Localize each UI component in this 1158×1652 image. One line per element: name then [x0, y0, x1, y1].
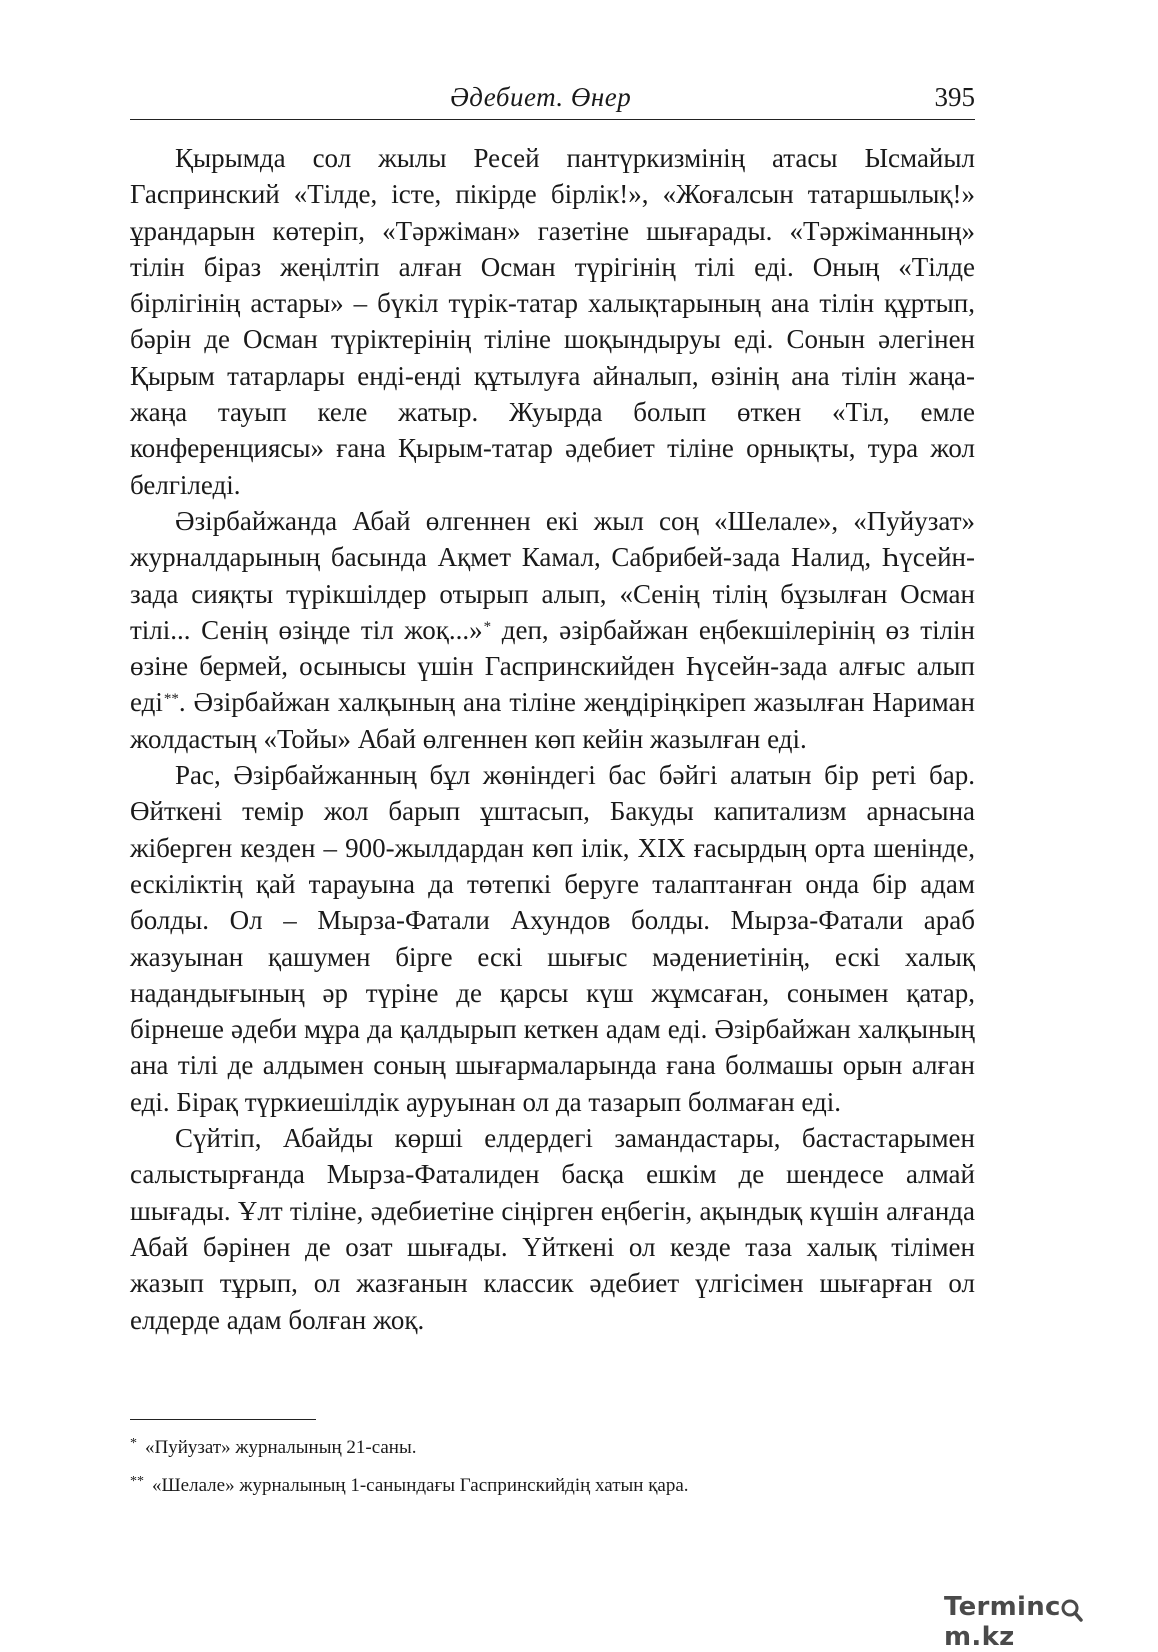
paragraph-text: Рас, Әзірбайжанның бұл жөніндегі бас бәйгі алатын бір реті бар. Өйткені темір жол барып ұштасып, Бакуды капитализм арнасына жіберген кезден – 900-жылдардан көп ілік, XIX ғасырдың орта шенінде, ескіліктің қай тарауына да төтепкі беруге талаптанған онда бір адам болды. Ол – Мырза-Фатали Ахундов болды. Мырза-Фатали араб жазуынан қашумен бірге ескі шығыс мәдениетінің, ескі халық надандығының әр түріне де қарсы күш жұмсаған, сонымен қатар, бірнеше әдеби мұра да қалдырып кеткен адам еді. Әзірбайжан халқының ана тілі де алдымен соның шығармаларында ғана болмашы орын алған еді. Бірақ түркиешілдік ауруынан ол да тазарып болмаған еді. [130, 760, 975, 1117]
paragraph-4 [130, 1120, 975, 1338]
footnote-text: «Шелале» журналының 1-санындағы Гаспринскийдің хатын қара. [152, 1475, 689, 1496]
magnifier-icon [1060, 1598, 1084, 1624]
footnotes [130, 1436, 975, 1512]
paragraph-text: Сүйтіп, Абайды көрші елдердегі замандастары, бастастарымен салыстырғанда Мырза-Фаталиден басқа ешкім де шендесе алмай шығады. Ұлт тіліне, әдебиетіне сіңірген еңбегін, ақындық күшін алғанда Абай бәрінен де озат шығады. Үйткені ол кезде таза халық тілімен жазып тұрып, ол жазғанын классик әдебиет үлгісімен шығарған ол елдерде адам болған жоқ. [130, 1123, 975, 1335]
footnote-mark: * [130, 1436, 137, 1451]
paragraph-text: Қырымда сол жылы Ресей пантүркизмінің атасы Ысмайыл Гаспринский «Тілде, істе, пікірде бірлік!», «Жоғалсын татаршылық!» ұрандарын көтеріп, «Тәржіман» газетіне шығарады. «Тәржіманның» тілін біраз жеңілтіп алған Осман түрігінің тілі еді. Оның «Тілде бірлігінің астары» – бүкіл түрік-татар халықтарының ана тілін құртып, бәрін де Осман түріктерінің тіліне шоқындыруы еді. Сонын әлегінен Қырым татарлары енді-енді құтылуға айналып, өзінің ана тілін жаңа-жаңа тауып келе жатыр. Жуырда болып өткен «Тіл, емле конференциясы» ғана Қырым-татар әдебиет тіліне орнықты, тура жол белгіледі. [130, 143, 975, 500]
paragraph-1 [130, 140, 975, 503]
page-number: 395 [934, 82, 975, 112]
watermark-text-left: Terminc [944, 1592, 1061, 1622]
paragraph-text: деп, әзірбайжан еңбекшілерінің өз тілін өзіне бермей, осынысы үшін Гаспринскийден Һүсейн-зада алғыс алып еді [130, 614, 975, 718]
watermark-text-right: m.kz [944, 1622, 1015, 1652]
footnote-2 [130, 1474, 975, 1498]
footnote-text: «Пуйузат» журналының 21-саны. [145, 1437, 417, 1458]
footnote-1 [130, 1436, 975, 1460]
section-title: Әдебиет. Өнер [450, 82, 632, 112]
header-rule [130, 119, 975, 120]
paragraph-text: Әзірбайжанда Абай өлгеннен екі жыл соң «Шелале», «Пуйузат» журналдарының басында Ақмет Камал, Сабрибей-зада Налид, Һүсейн-зада сияқты түрікшілдер отырып алып, «Сенің тілің бұзылған Осман тілі... Сенің өзіңде тіл жоқ...» [130, 505, 975, 645]
footnote-mark: ** [130, 1474, 144, 1489]
running-head [130, 82, 975, 122]
footnote-reference: * [483, 618, 492, 635]
footnote-reference: ** [163, 691, 179, 708]
watermark-logo [944, 1592, 1144, 1652]
paragraph-2 [130, 503, 975, 757]
body-text [130, 140, 975, 1338]
paragraph-3 [130, 757, 975, 1120]
paragraph-text: . Әзірбайжан халқының ана тіліне жеңдіріңкіреп жазылған Нариман жолдастың «Тойы» Абай өлгеннен көп кейін жазылған еді. [130, 687, 975, 754]
footnote-rule [130, 1419, 316, 1420]
